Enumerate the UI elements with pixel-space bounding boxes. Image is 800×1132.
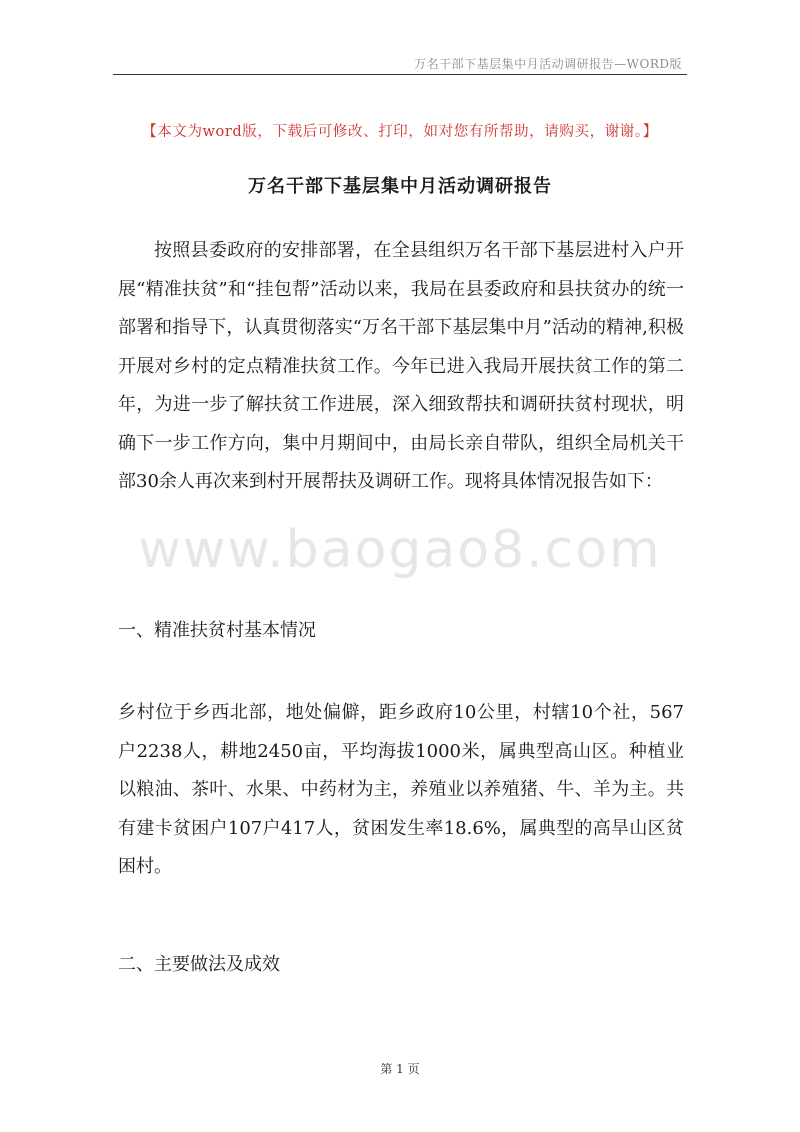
running-header: 万名干部下基层集中月活动调研报告—WORD版 — [414, 57, 682, 71]
document-title: 万名干部下基层集中月活动调研报告 — [248, 176, 552, 197]
page-number: 第 1 页 — [380, 1062, 420, 1076]
section1-paragraph: 乡村位于乡西北部，地处偏僻，距乡政府10公里，村辖10个社，567户2238人，耕地2450亩，平均海拔1000米，属典型高山区。种植业以粮油、茶叶、水果、中药材为主，养殖业以养殖猪、牛、羊为主。共有建卡贫困户107户417人，贫困发生率18.6%，属典型的高旱山区贫困村。 — [118, 702, 684, 877]
section-heading-1: 一、精准扶贫村基本情况 — [118, 620, 316, 641]
header-divider — [113, 74, 687, 75]
purchase-notice: 【本文为word版，下载后可修改、打印，如对您有所帮助，请购买，谢谢。】 — [142, 124, 658, 140]
intro-paragraph: 按照县委政府的安排部署，在全县组织万名干部下基层进村入户开展“精准扶贫”和“挂包帮”活动以来，我局在县委政府和县扶贫办的统一部署和指导下，认真贯彻落实“万名干部下基层集中月”活动的精神,积极开展对乡村的定点精准扶贫工作。今年已进入我局开展扶贫工作的第二年，为进一步了解扶贫工作进展，深入细致帮扶和调研扶贫村现状，明确下一步工作方向，集中月期间中，由局长亲自带队，组织全局机关干部30余人再次来到村开展帮扶及调研工作。现将具体情况报告如下： — [118, 240, 684, 492]
watermark: www.baogao8.com — [138, 520, 662, 580]
section-heading-2: 二、主要做法及成效 — [118, 954, 280, 975]
